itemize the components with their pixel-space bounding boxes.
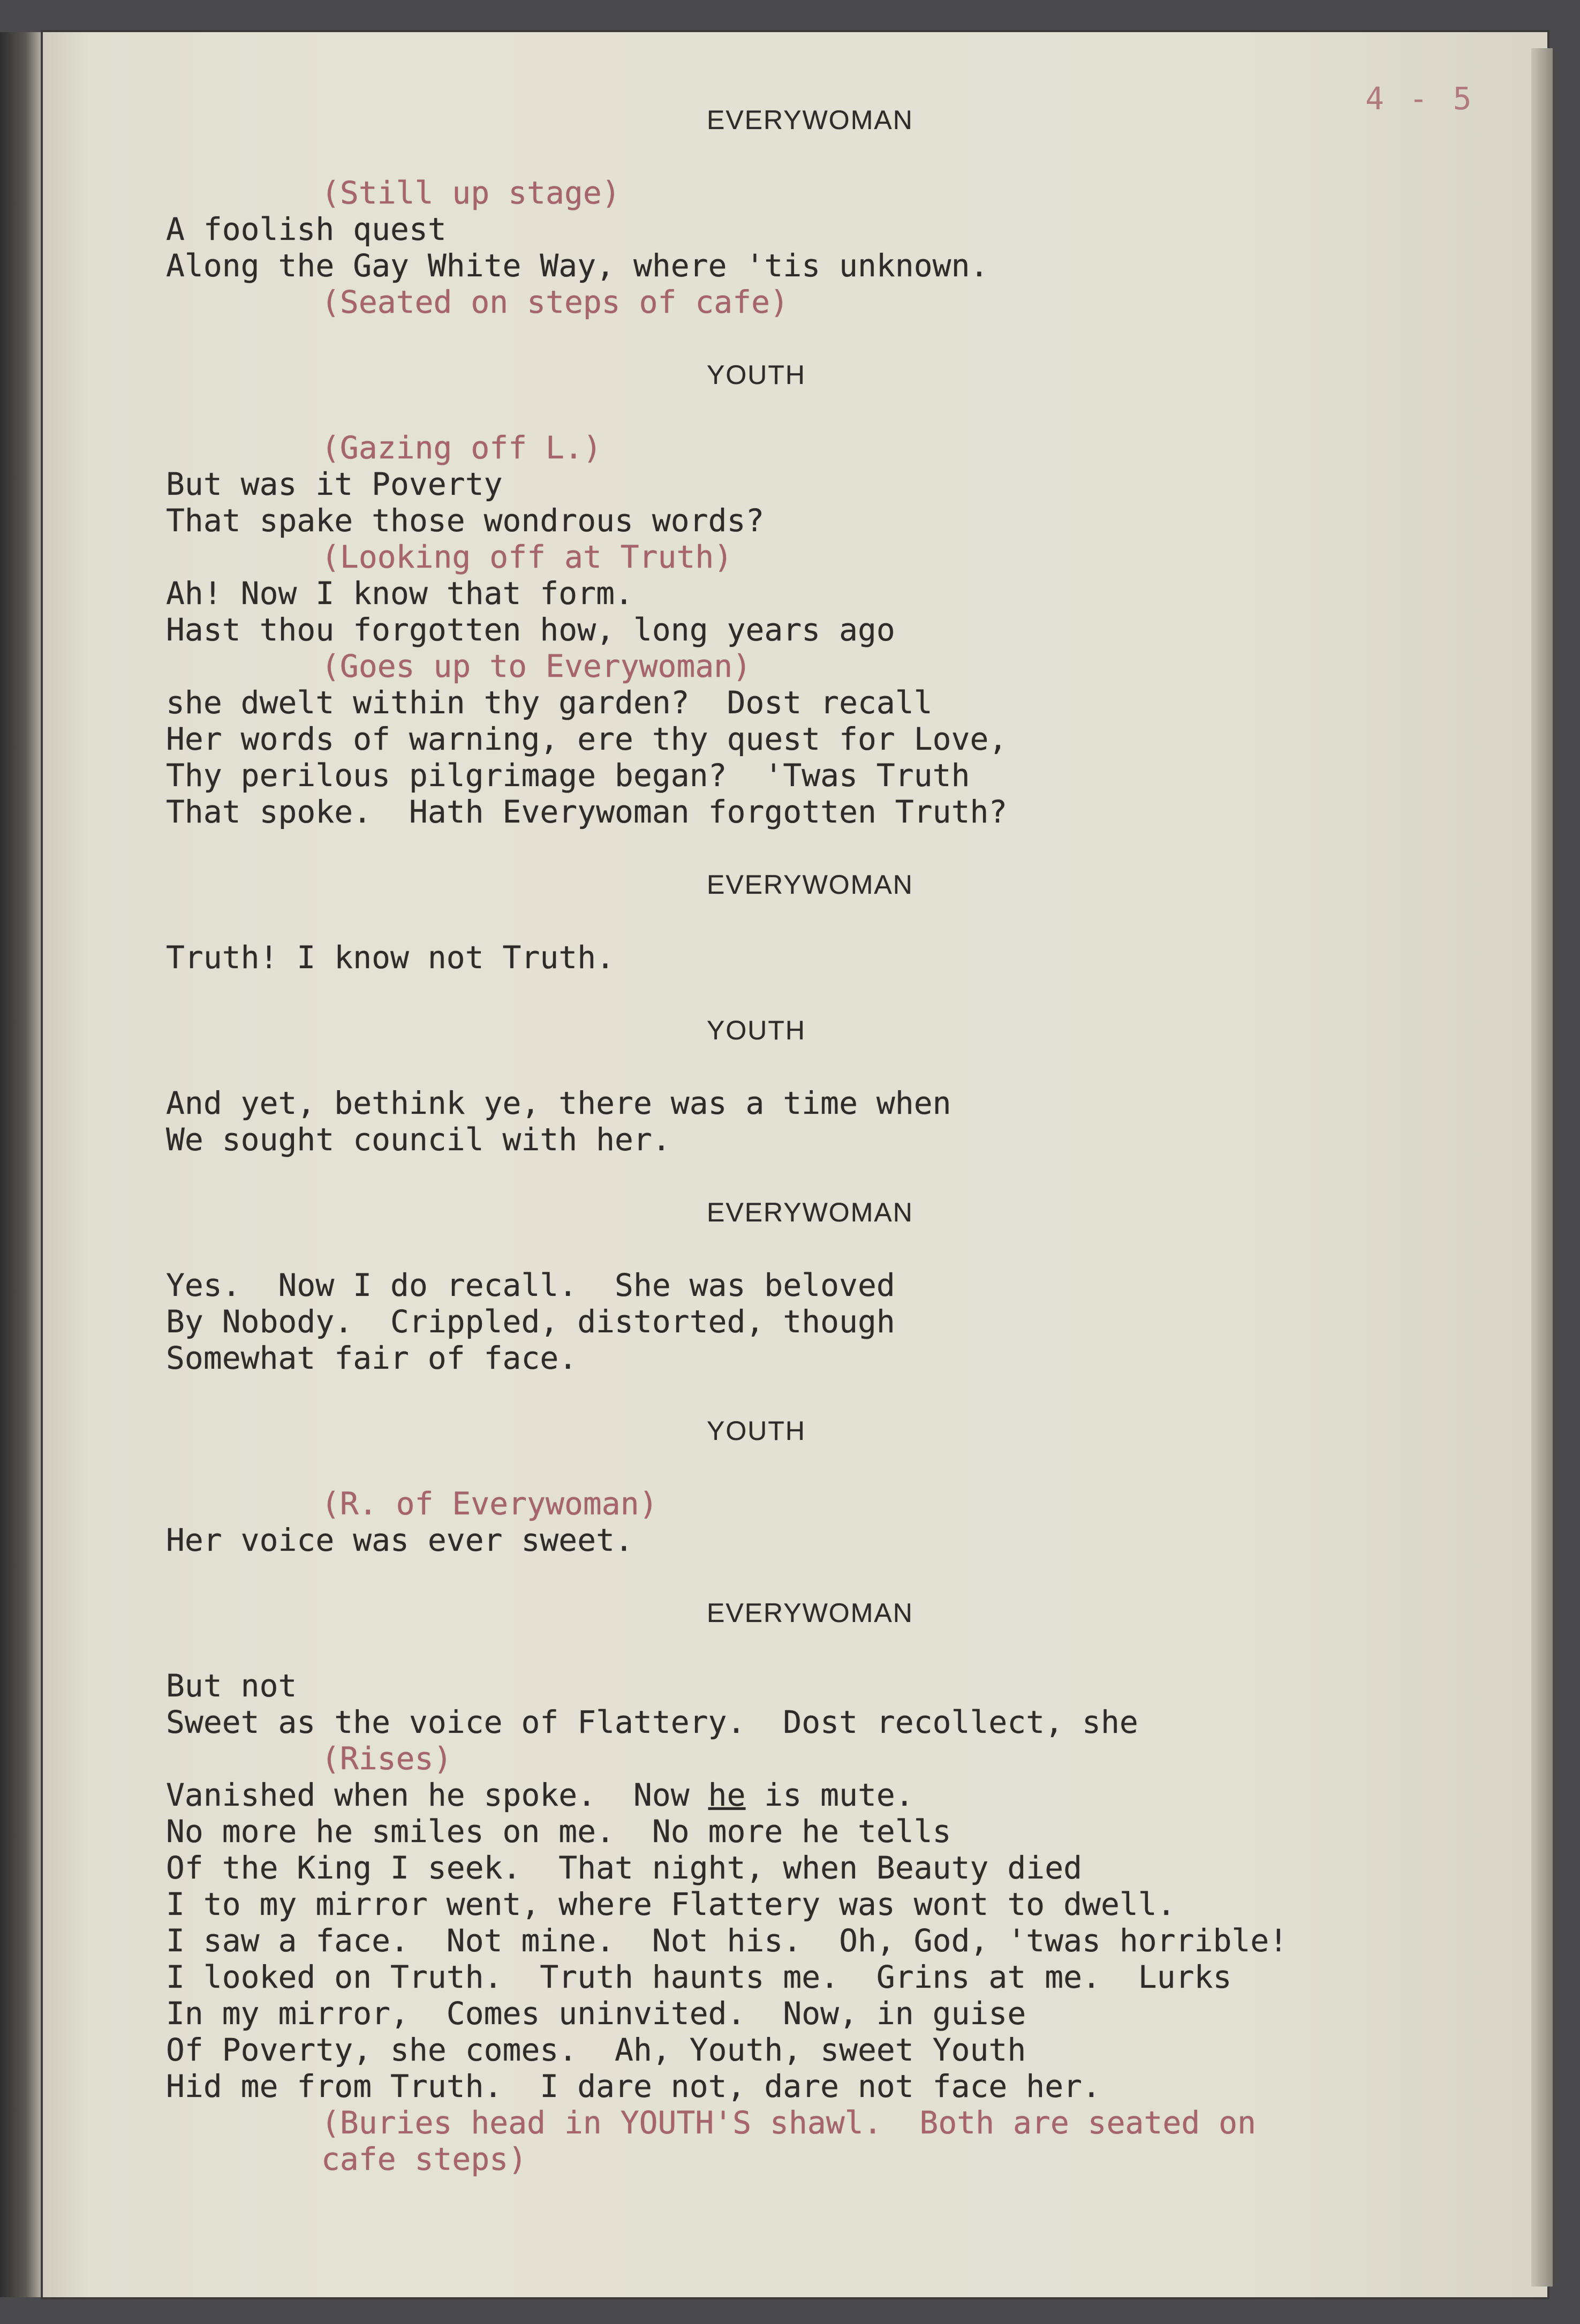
dialogue-line: Yes. Now I do recall. She was beloved — [166, 1267, 895, 1303]
stage-direction: (Still up stage) — [321, 175, 621, 211]
dialogue-line: By Nobody. Crippled, distorted, though — [166, 1303, 895, 1340]
dialogue-line: Ah! Now I know that form. — [166, 575, 633, 612]
speaker-name: YOUTH — [707, 360, 806, 390]
dialogue-line: Thy perilous pilgrimage began? 'Twas Truth — [166, 757, 970, 794]
dialogue-line — [166, 1777, 1478, 1813]
stage-direction: (Seated on steps of cafe) — [321, 284, 789, 320]
speaker-name: EVERYWOMAN — [707, 1197, 913, 1227]
stage-direction: (Buries head in YOUTH'S shawl. Both are seated on cafe steps) — [321, 2104, 1256, 2177]
dialogue-line: I to my mirror went, where Flattery was wont to dwell. — [166, 1886, 1176, 1922]
dialogue-line: We sought council with her. — [166, 1121, 671, 1158]
stage-direction: (Looking off at Truth) — [321, 539, 733, 575]
dialogue-line: Hast thou forgotten how, long years ago — [166, 612, 895, 648]
script-body — [166, 102, 1478, 2177]
line-text: is mute. — [745, 1777, 914, 1813]
dialogue-line: That spoke. Hath Everywoman forgotten Truth? — [166, 794, 1008, 830]
speaker-name: EVERYWOMAN — [707, 1598, 913, 1628]
stage-direction: (Rises) — [321, 1740, 452, 1777]
speaker-name: EVERYWOMAN — [707, 870, 913, 900]
stage-direction: (Goes up to Everywoman) — [321, 648, 752, 684]
dialogue-line: And yet, bethink ye, there was a time when — [166, 1085, 951, 1121]
dialogue-line: Somewhat fair of face. — [166, 1340, 578, 1376]
dialogue-line: But not — [166, 1667, 297, 1704]
line-text: Vanished when he spoke. Now — [166, 1777, 708, 1813]
underlined-word: he — [708, 1777, 746, 1813]
dialogue-line: Hid me from Truth. I dare not, dare not face her. — [166, 2068, 1101, 2104]
dialogue-line: In my mirror, Comes uninvited. Now, in guise — [166, 1995, 1026, 2032]
stage-direction: (R. of Everywoman) — [321, 1485, 658, 1522]
dialogue-line: Her voice was ever sweet. — [166, 1522, 633, 1558]
dialogue-line: Her words of warning, ere thy quest for Love, — [166, 721, 1008, 757]
page-edge — [1531, 48, 1553, 2287]
book-spine — [0, 32, 43, 2297]
speaker-name: YOUTH — [707, 1416, 806, 1446]
dialogue-line: she dwelt within thy garden? Dost recall — [166, 684, 933, 721]
dialogue-line: But was it Poverty — [166, 466, 503, 502]
dialogue-line: A foolish quest — [166, 211, 447, 247]
dialogue-line: Of the King I seek. That night, when Beauty died — [166, 1850, 1083, 1886]
dialogue-line: Truth! I know not Truth. — [166, 939, 615, 976]
dialogue-line: I looked on Truth. Truth haunts me. Grins at me. Lurks — [166, 1959, 1232, 1995]
dialogue-line: No more he smiles on me. No more he tells — [166, 1813, 951, 1850]
page-number: 4 - 5 — [1365, 80, 1475, 117]
dialogue-line: Of Poverty, she comes. Ah, Youth, sweet Youth — [166, 2032, 1026, 2068]
speaker-name: YOUTH — [707, 1015, 806, 1045]
dialogue-line: Sweet as the voice of Flattery. Dost recollect, she — [166, 1704, 1138, 1740]
dialogue-line: That spake those wondrous words? — [166, 502, 765, 539]
speaker-name: EVERYWOMAN — [707, 105, 913, 135]
stage-direction: (Gazing off L.) — [321, 429, 602, 466]
dialogue-line: I saw a face. Not mine. Not his. Oh, God, 'twas horrible! — [166, 1922, 1288, 1959]
dialogue-line: Along the Gay White Way, where 'tis unknown. — [166, 247, 989, 284]
